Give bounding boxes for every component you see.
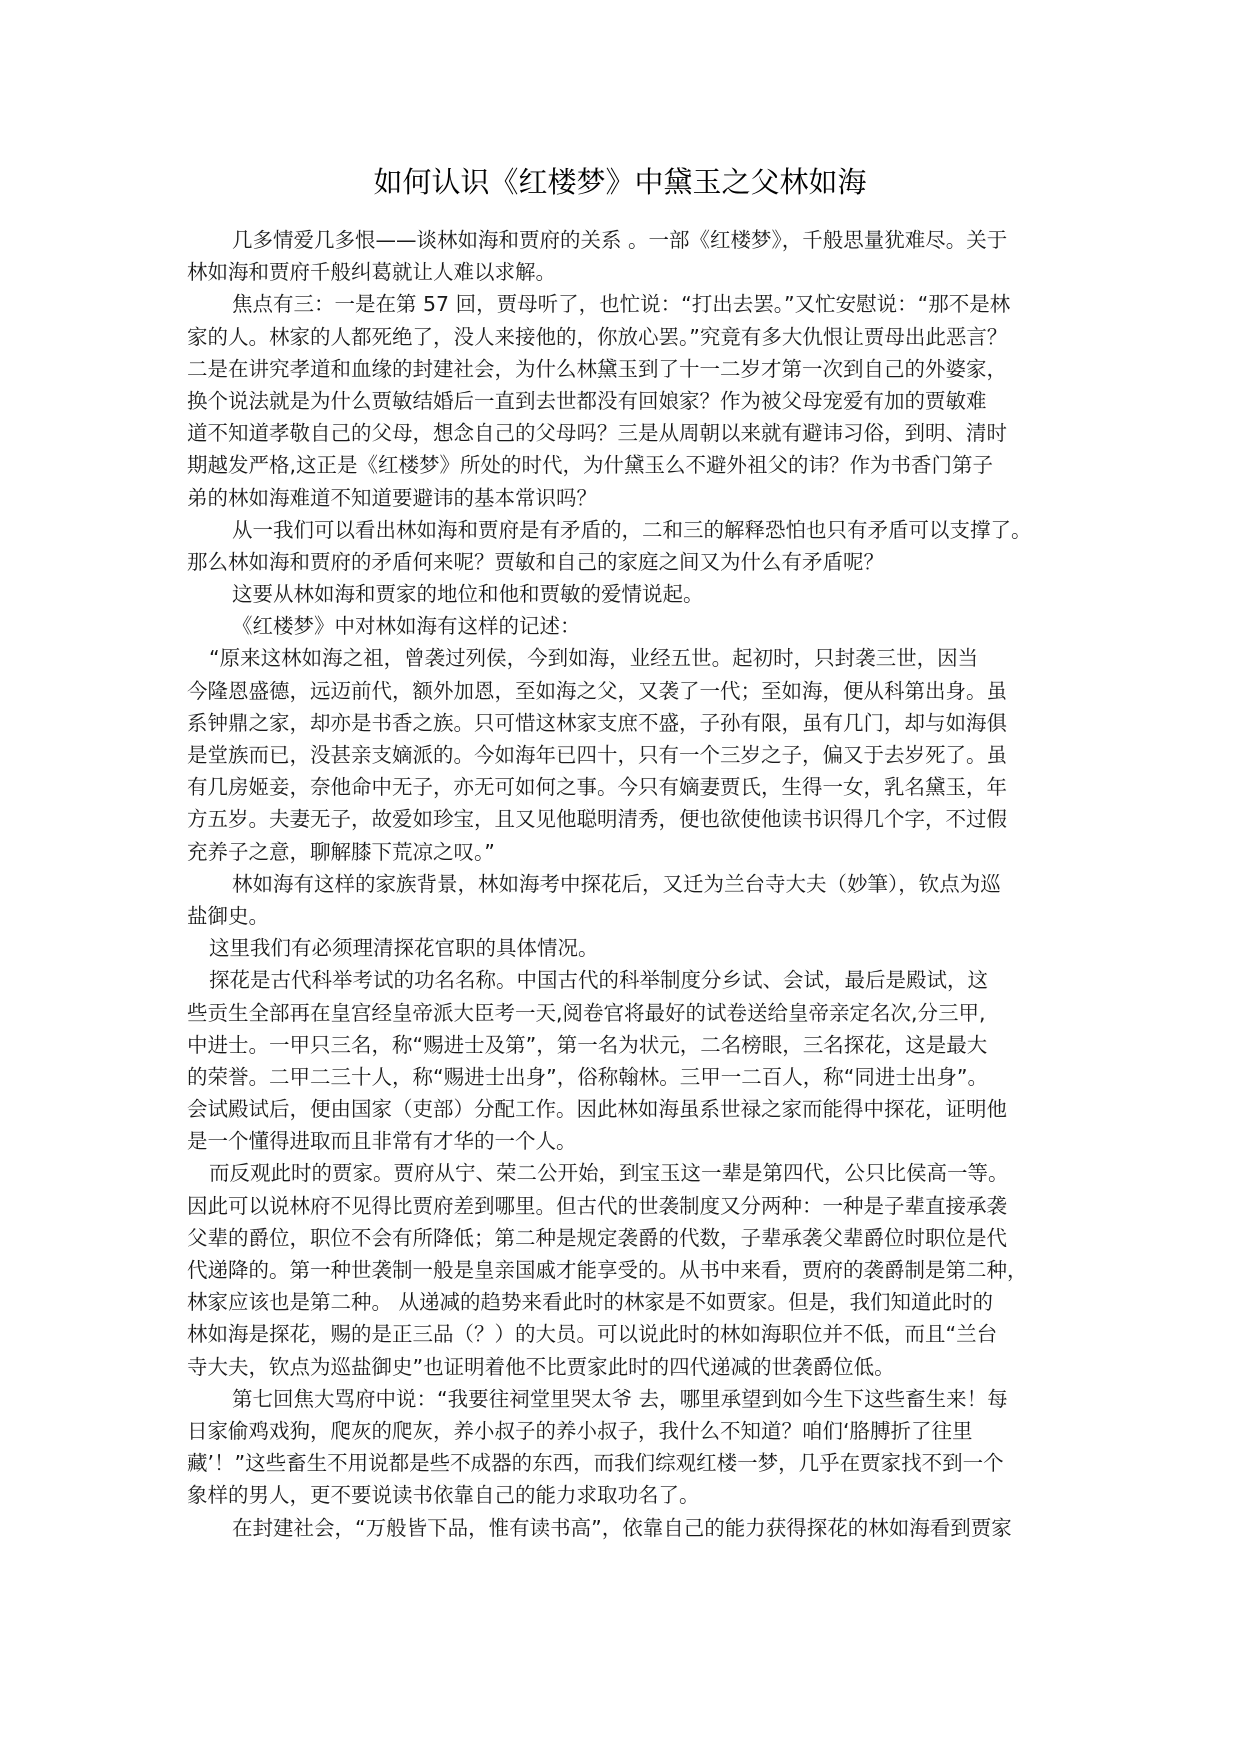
text-line: 那么林如海和贾府的矛盾何来呢？贾敏和自己的家庭之间又为什么有矛盾呢？: [187, 549, 884, 574]
text-line: 期越发严格,这正是《红楼梦》所处的时代，为什黛玉么不避外祖父的讳？作为书香门第子: [187, 453, 994, 478]
text-line: 林如海有这样的家族背景，林如海考中探花后，又迁为兰台寺大夫（妙筆），钦点为巡: [232, 871, 1001, 896]
text-line: “原来这林如海之祖，曾袭过列侯，今到如海，业经五世。起初时，只封袭三世，因当: [209, 646, 979, 671]
text-line: 代递降的。第一种世袭制一般是皇亲国戚才能享受的。从书中来看，贾府的袭爵制是第二种，: [187, 1258, 1028, 1282]
text-line: 第七回焦大骂府中说：“我要往祠堂里哭太爷 去，哪里承望到如今生下这些畜生来！每: [232, 1386, 1008, 1411]
text-line: 因此可以说林府不见得比贾府差到哪里。但古代的世袭制度又分两种：一种是子辈直接承袭: [187, 1193, 1007, 1218]
text-line: 弟的林如海难道不知道要避讳的基本常识吗？: [187, 485, 597, 510]
text-line: 《红楼梦》中对林如海有这样的记述：: [232, 614, 581, 639]
text-line: 这要从林如海和贾家的地位和他和贾敏的爱情说起。: [232, 582, 704, 607]
text-line: 从一我们可以看出林如海和贾府是有矛盾的，二和三的解释恐怕也只有矛盾可以支撑了。: [232, 517, 1032, 542]
text-line: 充养子之意，聊解膝下荒凉之叹。”: [187, 839, 495, 864]
text-line: 换个说法就是为什么贾敏结婚后一直到去世都没有回娘家？作为被父母宠爱有加的贾敏难: [187, 388, 987, 413]
text-line: 这里我们有必须理清探花官职的具体情况。: [209, 936, 599, 961]
text-line: 方五岁。夫妻无子，故爱如珍宝，且又见他聪明清秀，便也欲使他读书识得几个字，不过假: [187, 807, 1007, 832]
text-line: 二是在讲究孝道和血缘的封建社会，为什么林黛玉到了十一二岁才第一次到自己的外婆家，: [187, 356, 1007, 381]
text-line: 些贡生全部再在皇宫经皇帝派大臣考一天,阅卷官将最好的试卷送给皇帝亲定名次,分三甲,: [187, 1000, 986, 1025]
text-line: 家的人。林家的人都死绝了，没人来接他的，你放心罢。”究竟有多大仇恨让贾母出此恶言？: [187, 324, 1008, 349]
text-line: 寺大夫，钦点为巡盐御史”也证明着他不比贾家此时的四代递减的世袭爵位低。: [187, 1354, 895, 1379]
text-line: 而反观此时的贾家。贾府从宁、荣二公开始，到宝玉这一辈是第四代，公只比侯高一等。: [209, 1161, 1009, 1186]
text-line: 今隆恩盛德，远迈前代，额外加恩，至如海之父，又袭了一代；至如海，便从科第出身。虽: [187, 678, 1007, 703]
text-line: 在封建社会，“万般皆下品，惟有读书高”，依靠自己的能力获得探花的林如海看到贾家: [232, 1515, 1012, 1540]
text-line: 父辈的爵位，职位不会有所降低；第二种是规定袭爵的代数，子辈承袭父辈爵位时职位是代: [187, 1225, 1007, 1250]
text-line: 盐御史。: [187, 903, 269, 928]
text-line: 日家偷鸡戏狗，爬灰的爬灰，养小叔子的养小叔子，我什么不知道？咱们‘胳膊折了往里: [187, 1418, 973, 1443]
text-line: 探花是古代科举考试的功名名称。中国古代的科举制度分乡试、会试，最后是殿试，这: [209, 968, 988, 993]
text-line: 是堂族而已，没甚亲支嫡派的。今如海年已四十，只有一个三岁之子，偏又于去岁死了。虽: [187, 743, 1007, 767]
text-line: 中进士。一甲只三名，称“赐进士及第”，第一名为状元，二名榜眼，三名探花，这是最大: [187, 1032, 988, 1057]
text-line: 林如海和贾府千般纠葛就让人难以求解。: [187, 260, 556, 285]
text-line: 象样的男人，更不要说读书依靠自己的能力求取功名了。: [187, 1483, 700, 1508]
text-line: 焦点有三：一是在第 57 回，贾母听了，也忙说：“打出去罢。”又忙安慰说：“那不是林: [232, 292, 1011, 317]
text-line: 有几房姬妾，奈他命中无子，亦无可如何之事。今只有嫡妻贾氏，生得一女，乳名黛玉，年: [187, 775, 1007, 800]
text-line: 几多情爱几多恨——谈林如海和贾府的关系 。一部《红楼梦》，千般思量犹难尽。关于: [232, 228, 1008, 252]
text-line: 是一个懂得进取而且非常有才华的一个人。: [187, 1129, 577, 1154]
text-line: 会试殿试后，便由国家（吏部）分配工作。因此林如海虽系世禄之家而能得中探花，证明他: [187, 1097, 1007, 1122]
document-body: [187, 224, 1067, 1544]
text-line: 藏’！”这些畜生不用说都是些不成器的东西，而我们综观红楼一梦，几乎在贾家找不到一个: [187, 1451, 1004, 1476]
text-line: 的荣誉。二甲二三十人，称“赐进士出身”，俗称翰林。三甲一二百人，称“同进士出身”。: [187, 1064, 988, 1089]
text-line: 道不知道孝敬自己的父母，想念自己的父母吗？三是从周朝以来就有避讳习俗，到明、清时: [187, 421, 1007, 446]
text-line: 林如海是探花，赐的是正三品（？）的大员。可以说此时的林如海职位并不低，而且“兰台: [187, 1322, 998, 1347]
text-line: 林家应该也是第二种。 从递减的趋势来看此时的林家是不如贾家。但是，我们知道此时的: [187, 1290, 994, 1315]
text-line: 系钟鼎之家，却亦是书香之族。只可惜这林家支庶不盛，子孙有限，虽有几门，却与如海俱: [187, 710, 1007, 735]
document-title: 如何认识《红楼梦》中黛玉之父林如海: [373, 165, 867, 199]
